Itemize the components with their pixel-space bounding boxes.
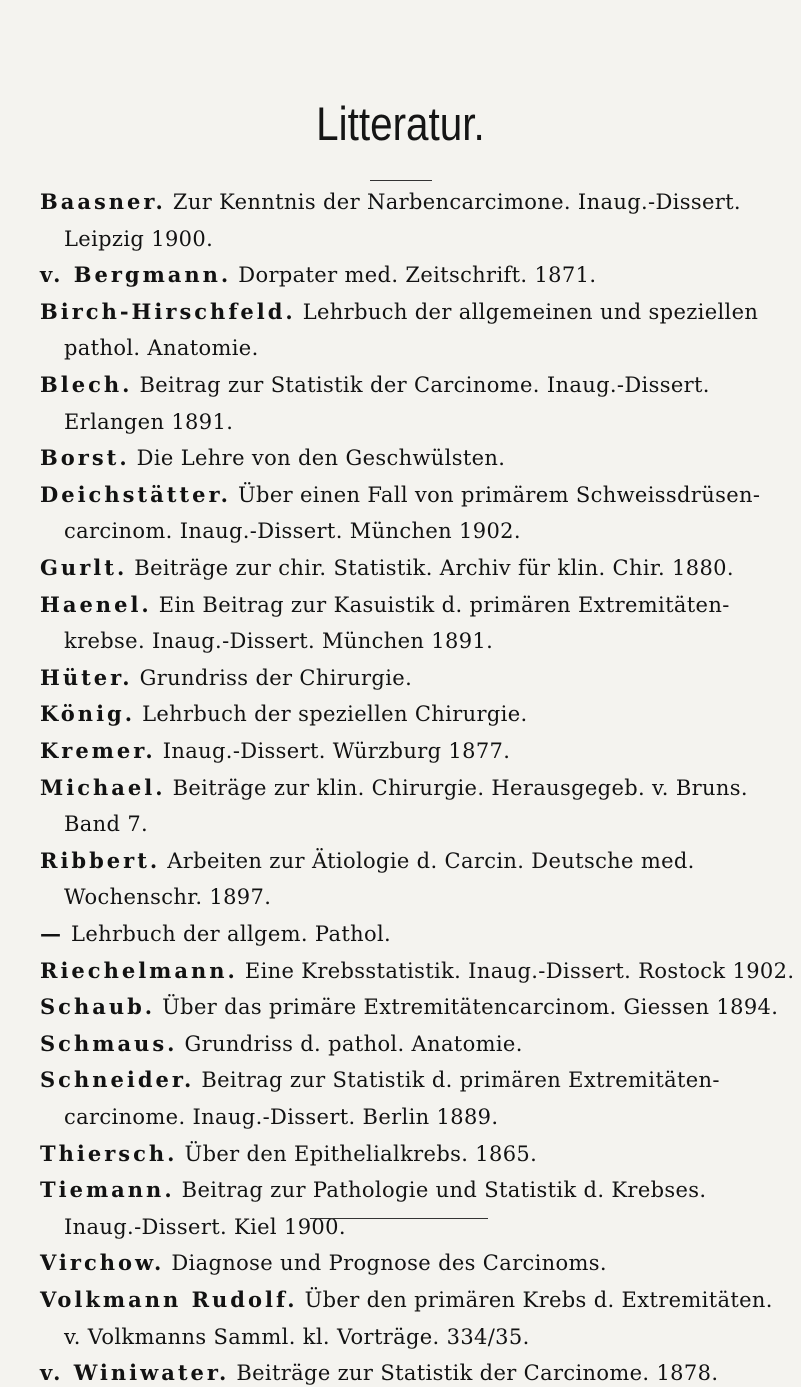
reference-text: Band 7.	[64, 812, 149, 837]
reference-text: Beitrag zur Pathologie und Statistik d. Krebses.	[174, 1178, 707, 1203]
reference-text: v. Volkmanns Samml. kl. Vorträge. 334/35.	[64, 1324, 530, 1349]
reference-entry	[40, 261, 596, 289]
reference-continuation	[64, 408, 233, 436]
reference-author: Birch-Hirschfeld.	[40, 298, 296, 324]
reference-author: v. Winiwater.	[40, 1360, 230, 1386]
bottom-divider	[310, 1218, 488, 1219]
reference-continuation	[64, 883, 271, 911]
reference-text: Über den Epithelialkrebs. 1865.	[177, 1141, 538, 1166]
reference-entry	[40, 700, 528, 728]
reference-entry	[40, 993, 778, 1021]
reference-continuation	[64, 627, 493, 655]
reference-entry	[40, 847, 695, 875]
reference-text: Dorpater med. Zeitschrift. 1871.	[231, 263, 597, 288]
reference-author: —	[40, 921, 64, 946]
reference-text: Über das primäre Extremitätencarcinom. Giessen 1894.	[155, 995, 779, 1020]
reference-entry	[40, 481, 760, 509]
reference-entry	[40, 1176, 706, 1204]
page-title: Litteratur.	[316, 97, 485, 150]
reference-text: Ein Beitrag zur Kasuistik d. primären Extremitäten-	[151, 592, 730, 617]
reference-text: Beiträge zur Statistik der Carcinome. 1878.	[229, 1361, 719, 1386]
reference-entry	[40, 554, 734, 582]
reference-author: Ribbert.	[40, 847, 161, 873]
reference-author: Tiemann.	[40, 1177, 175, 1203]
reference-author: Hüter.	[40, 664, 133, 690]
reference-author: Kremer.	[40, 738, 156, 763]
reference-continuation	[64, 1213, 346, 1241]
reference-text: Beiträge zur klin. Chirurgie. Herausgegeb. v. Bruns.	[165, 775, 748, 800]
reference-entry	[40, 957, 794, 985]
reference-entry	[40, 371, 710, 399]
reference-text: Leipzig 1900.	[64, 226, 214, 251]
reference-text: Die Lehre von den Geschwülsten.	[129, 446, 506, 471]
reference-text: Über einen Fall von primärem Schweissdrüsen-	[230, 482, 761, 507]
reference-text: Beiträge zur chir. Statistik. Archiv für klin. Chir. 1880.	[127, 556, 734, 580]
reference-author: Michael.	[40, 774, 166, 800]
reference-author: Schneider.	[40, 1067, 195, 1093]
reference-continuation	[64, 1103, 498, 1131]
reference-author: Blech.	[40, 372, 133, 397]
reference-entry	[40, 1249, 607, 1277]
reference-author: v. Bergmann.	[40, 262, 232, 288]
reference-text: Wochenschr. 1897.	[64, 885, 272, 910]
reference-entry	[40, 1030, 523, 1058]
reference-author: Haenel.	[40, 591, 152, 617]
reference-continuation	[64, 334, 259, 362]
reference-entry	[40, 664, 412, 692]
reference-continuation	[64, 225, 213, 253]
reference-text: Lehrbuch der allgem. Pathol.	[64, 922, 392, 946]
reference-continuation	[64, 517, 521, 545]
reference-author: Schmaus.	[40, 1030, 178, 1056]
reference-author: Deichstätter.	[40, 481, 231, 507]
reference-text: Lehrbuch der allgemeinen und speziellen	[295, 299, 759, 324]
reference-entry	[40, 920, 391, 948]
reference-text: Inaug.-Dissert. Kiel 1900.	[64, 1214, 346, 1239]
reference-continuation	[64, 810, 148, 838]
top-divider	[370, 180, 432, 181]
reference-text: Inaug.-Dissert. Würzburg 1877.	[155, 739, 511, 763]
reference-entry	[40, 298, 758, 326]
reference-text: krebse. Inaug.-Dissert. München 1891.	[64, 629, 494, 654]
reference-author: Virchow.	[40, 1250, 165, 1276]
reference-author: Riechelmann.	[40, 957, 238, 983]
reference-text: Über den primären Krebs d. Extremitäten.	[297, 1288, 773, 1312]
reference-author: Thiersch.	[40, 1140, 178, 1166]
reference-entry	[40, 1140, 537, 1168]
reference-text: Eine Krebsstatistik. Inaug.-Dissert. Rostock 1902.	[237, 958, 795, 983]
reference-entry	[40, 774, 748, 802]
reference-text: Zur Kenntnis der Narbencarcimone. Inaug.-Dissert.	[165, 190, 741, 214]
reference-text: Beitrag zur Statistik der Carcinome. Inaug.-Dissert.	[132, 373, 710, 397]
reference-text: Grundriss d. pathol. Anatomie.	[177, 1031, 523, 1056]
reference-entry	[40, 188, 741, 216]
reference-text: carcinome. Inaug.-Dissert. Berlin 1889.	[64, 1105, 499, 1129]
reference-entry	[40, 1066, 720, 1094]
reference-entry	[40, 444, 505, 472]
reference-text: Grundriss der Chirurgie.	[132, 665, 413, 690]
reference-entry	[40, 1359, 718, 1387]
reference-author: Gurlt.	[40, 555, 128, 580]
reference-text: Diagnose und Prognose des Carcinoms.	[164, 1251, 607, 1276]
reference-text: carcinom. Inaug.-Dissert. München 1902.	[64, 519, 521, 544]
reference-text: pathol. Anatomie.	[64, 336, 259, 361]
reference-author: König.	[40, 701, 136, 727]
reference-entry	[40, 737, 510, 765]
reference-author: Borst.	[40, 445, 130, 471]
reference-author: Baasner.	[40, 189, 166, 214]
reference-continuation	[64, 1323, 530, 1351]
reference-text: Erlangen 1891.	[64, 409, 234, 434]
reference-author: Volkmann Rudolf.	[40, 1287, 298, 1312]
reference-entry	[40, 591, 730, 619]
reference-text: Beitrag zur Statistik d. primären Extremitäten-	[194, 1068, 720, 1093]
reference-author: Schaub.	[40, 994, 156, 1020]
reference-text: Arbeiten zur Ätiologie d. Carcin. Deutsche med.	[160, 848, 695, 873]
reference-text: Lehrbuch der speziellen Chirurgie.	[135, 702, 528, 727]
reference-entry	[40, 1286, 773, 1314]
